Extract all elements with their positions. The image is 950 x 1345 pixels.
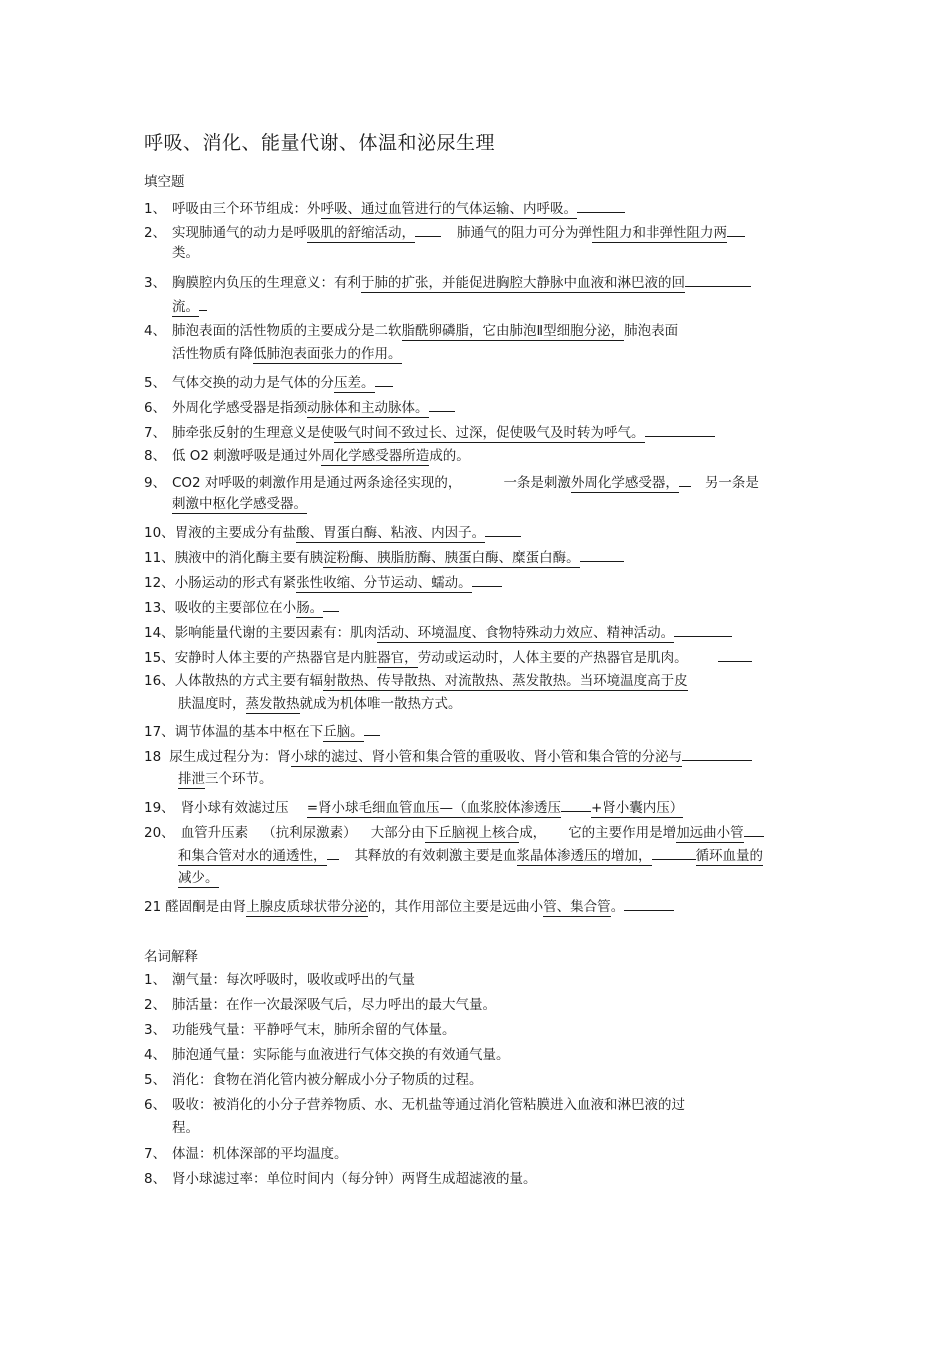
fill-item-2-cont: 类。: [172, 245, 199, 261]
fill-item-5: 5、 气体交换的动力是气体的分压差。: [144, 372, 393, 392]
fill-item-1: 1、 呼吸由三个环节组成：外呼吸、通过血管进行的气体运输、内呼吸。: [144, 198, 625, 218]
fill-item-2: 2、 实现肺通气的动力是呼吸肌的舒缩活动， 肺通气的阻力可分为弹性阻力和非弹性阻力两: [144, 222, 745, 242]
term-item-6-cont: 程。: [172, 1120, 199, 1136]
fill-item-20: 20、 血管升压素 （抗利尿激素） 大部分由下丘脑视上核合成， 它的主要作用是增加远曲小管: [144, 822, 764, 842]
term-item-1: 1、 潮气量：每次呼吸时，吸收或呼出的气量: [144, 972, 415, 988]
fill-item-4-cont: 活性物质有降低肺泡表面张力的作用。: [172, 346, 402, 362]
fill-item-16: 16、人体散热的方式主要有辐射散热、传导散热、对流散热、蒸发散热。当环境温度高于皮: [144, 673, 688, 689]
fill-item-21: 21 醛固酮是由肾上腺皮质球状带分泌的，其作用部位主要是远曲小管、集合管。: [144, 896, 674, 916]
fill-item-4: 4、 肺泡表面的活性物质的主要成分是二软脂酰卵磷脂，它由肺泡Ⅱ型细胞分泌，肺泡表面: [144, 323, 679, 339]
term-item-3: 3、 功能残气量：平静呼气末，肺所余留的气体量。: [144, 1022, 456, 1038]
term-item-4: 4、 肺泡通气量：实际能与血液进行气体交换的有效通气量。: [144, 1047, 510, 1063]
fill-item-12: 12、小肠运动的形式有紧张性收缩、分节运动、蠕动。: [144, 572, 502, 592]
answer-blank: [415, 222, 441, 237]
answer-blank: [685, 272, 751, 287]
fill-item-9: 9、 CO2 对呼吸的刺激作用是通过两条途径实现的， 一条是刺激外周化学感受器， 另一条是: [144, 472, 759, 492]
fill-item-14: 14、影响能量代谢的主要因素有：肌肉活动、环境温度、食物特殊动力效应、精神活动。: [144, 622, 732, 642]
term-item-7: 7、 体温：机体深部的平均温度。: [144, 1146, 348, 1162]
answer-blank: [577, 198, 625, 213]
fill-item-10: 10、胃液的主要成分有盐酸、胃蛋白酶、粘液、内因子。: [144, 522, 521, 542]
fill-item-16-cont: 肤温度时，蒸发散热就成为机体唯一散热方式。: [178, 696, 462, 712]
fill-item-18-cont: 排泄三个环节。: [178, 771, 273, 787]
fill-item-20-cont2: 减少。: [178, 870, 219, 886]
term-item-2: 2、 肺活量：在作一次最深吸气后，尽力呼出的最大气量。: [144, 997, 496, 1013]
fill-item-3-cont: 流。: [172, 296, 207, 316]
fill-item-3: 3、 胸膜腔内负压的生理意义：有利于肺的扩张，并能促进胸腔大静脉中血液和淋巴液的回: [144, 272, 751, 292]
term-item-5: 5、 消化：食物在消化管内被分解成小分子物质的过程。: [144, 1072, 483, 1088]
fill-item-19: 19、 肾小球有效滤过压 =肾小球毛细血管血压—（血浆胶体渗透压 +肾小囊内压）: [144, 797, 683, 817]
fill-item-9-cont: 刺激中枢化学感受器。: [172, 496, 307, 512]
fill-section-heading: 填空题: [144, 174, 185, 190]
fill-item-8: 8、 低 O2 刺激呼吸是通过外周化学感受器所造成的。: [144, 448, 470, 464]
terms-section-heading: 名词解释: [144, 949, 198, 965]
fill-item-7: 7、 肺牵张反射的生理意义是使吸气时间不致过长、过深，促使吸气及时转为呼气。: [144, 422, 715, 442]
page-title: 呼吸、消化、能量代谢、体温和泌尿生理: [144, 132, 496, 154]
fill-item-20-cont: 和集合管对水的通透性， 其释放的有效刺激主要是血浆晶体渗透压的增加， 循环血量的: [178, 845, 763, 865]
fill-item-6: 6、 外周化学感受器是指颈动脉体和主动脉体。: [144, 397, 455, 417]
fill-item-11: 11、胰液中的消化酶主要有胰淀粉酶、胰脂肪酶、胰蛋白酶、糜蛋白酶。: [144, 547, 624, 567]
fill-item-17: 17、调节体温的基本中枢在下丘脑。: [144, 721, 380, 741]
fill-item-18: 18 尿生成过程分为：肾小球的滤过、肾小管和集合管的重吸收、肾小管和集合管的分泌与: [144, 746, 752, 766]
fill-item-15: 15、安静时人体主要的产热器官是内脏器官，劳动或运动时，人体主要的产热器官是肌肉。: [144, 647, 752, 667]
fill-item-13: 13、吸收的主要部位在小肠。: [144, 597, 339, 617]
term-item-8: 8、 肾小球滤过率：单位时间内（每分钟）两肾生成超滤液的量。: [144, 1171, 537, 1187]
term-item-6: 6、 吸收：被消化的小分子营养物质、水、无机盐等通过消化管粘膜进入血液和淋巴液的过: [144, 1097, 685, 1113]
answer-blank: [727, 222, 745, 237]
